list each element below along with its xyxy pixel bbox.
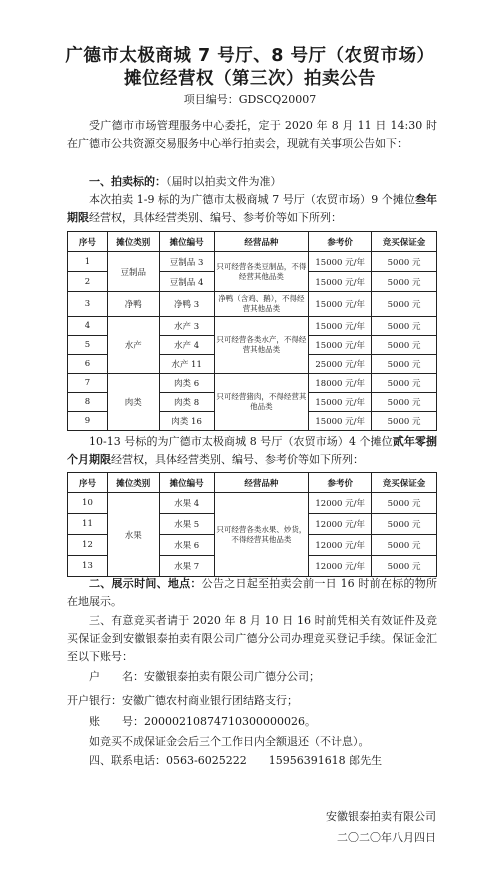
table-row [68,317,437,336]
section2-title: 二、展示时间、地点： [89,577,202,590]
cell-price: 12000 元/年 [309,556,372,577]
cell-price: 18000 元/年 [309,374,372,393]
section1-para-prefix: 本次拍卖 1-9 标的为广德市太极商城 7 号厅（农贸市场）9 个摊位 [89,193,415,206]
hall8-paragraph [67,433,437,469]
cell-variety: 只可经营各类水果、炒货，不得经营其他品类 [214,493,309,577]
table2-header-variety: 经营品种 [214,473,309,493]
table-hall-8 [67,472,437,577]
cell-no: 6 [68,355,108,374]
cell-category: 水产 [107,317,159,374]
cell-no: 12 [68,535,108,556]
cell-category: 净鸭 [107,292,159,317]
cell-code: 豆制品 4 [159,272,214,292]
cell-price: 15000 元/年 [309,272,372,292]
cell-no: 9 [68,412,108,431]
cell-price: 12000 元/年 [309,535,372,556]
bank-line: 开户银行：安徽广德农村商业银行团结路支行； [67,694,298,707]
contact-line: 四、联系电话：0563-6025222 15956391618 郎先生 [89,754,383,767]
cell-no: 13 [68,556,108,577]
cell-no: 11 [68,514,108,535]
cell-code: 水果 4 [159,493,214,514]
table1-header-price: 参考价 [309,232,372,252]
cell-code: 水果 5 [159,514,214,535]
cell-price: 15000 元/年 [309,317,372,336]
cell-code: 豆制品 3 [159,252,214,272]
cell-category: 水果 [107,493,159,577]
cell-deposit: 5000 元 [372,355,437,374]
cell-variety: 净鸭（含鸡、鹅），不得经营其他品类 [214,292,309,317]
section1-note: （届时以拍卖文件为准） [166,175,282,188]
cell-price: 15000 元/年 [309,292,372,317]
table2-header-code: 摊位编号 [159,473,214,493]
cell-price: 12000 元/年 [309,514,372,535]
table2-header-no: 序号 [68,473,108,493]
table-row [68,493,437,514]
cell-variety: 只可经营各类水产，不得经营其他品类 [214,317,309,374]
refund-line: 如竞买不成保证金会后三个工作日内全额退还（不计息）。 [89,735,370,748]
cell-deposit: 5000 元 [372,292,437,317]
cell-code: 水果 6 [159,535,214,556]
cell-price: 25000 元/年 [309,355,372,374]
cell-category: 豆制品 [107,252,159,292]
table-hall-7 [67,231,437,431]
table1-header-deposit: 竞买保证金 [372,232,437,252]
table2-header-price: 参考价 [309,473,372,493]
table1-header-row [68,232,437,252]
signature-date: 二〇二〇年八月四日 [337,831,436,844]
cell-variety: 只可经营猪肉，不得经营其他品类 [214,374,309,431]
table2-header-category: 摊位类别 [107,473,159,493]
cell-no: 10 [68,493,108,514]
cell-deposit: 5000 元 [372,556,437,577]
table2-header-deposit: 竞买保证金 [372,473,437,493]
cell-no: 4 [68,317,108,336]
cell-variety: 只可经营各类豆制品，不得经营其他品类 [214,252,309,292]
table1-header-variety: 经营品种 [214,232,309,252]
cell-deposit: 5000 元 [372,535,437,556]
hall8-term: 贰年零捌个月期限 [67,435,438,466]
section2-text: 公告之日起至拍卖会前一日 16 时前在标的物所在地展示。 [67,577,437,608]
intro-paragraph: 受广德市市场管理服务中心委托，定于 2020 年 8 月 11 日 14:30 时在广德市公共资源交易服务中心举行拍卖会，现就有关事项公告如下： [67,119,437,150]
cell-code: 净鸭 3 [159,292,214,317]
table-row [68,374,437,393]
project-number: 项目编号：GDSCQ20007 [183,93,317,106]
title-line-2: 摊位经营权（第三次）拍卖公告 [124,69,376,89]
cell-no: 7 [68,374,108,393]
cell-price: 12000 元/年 [309,493,372,514]
table2-header-row [68,473,437,493]
table1-header-code: 摊位编号 [159,232,214,252]
cell-no: 8 [68,393,108,412]
cell-price: 15000 元/年 [309,336,372,355]
cell-deposit: 5000 元 [372,336,437,355]
cell-deposit: 5000 元 [372,493,437,514]
section1-title: 一、拍卖标的： [89,175,166,188]
title-line-1: 广德市太极商城 7 号厅、8 号厅（农贸市场） [65,46,435,66]
cell-no: 3 [68,292,108,317]
cell-deposit: 5000 元 [372,514,437,535]
section1-term: 叁年期限 [67,193,437,224]
cell-deposit: 5000 元 [372,272,437,292]
cell-deposit: 5000 元 [372,374,437,393]
cell-price: 15000 元/年 [309,412,372,431]
cell-no: 1 [68,252,108,272]
cell-code: 水产 11 [159,355,214,374]
cell-deposit: 5000 元 [372,412,437,431]
signature-company: 安徽银泰拍卖有限公司 [326,810,436,823]
cell-no: 2 [68,272,108,292]
table-row [68,292,437,317]
cell-code: 肉类 8 [159,393,214,412]
cell-price: 15000 元/年 [309,393,372,412]
section1-paragraph [67,191,437,227]
cell-code: 肉类 6 [159,374,214,393]
section3-paragraph: 三、有意竞买者请于 2020 年 8 月 10 日 16 时前凭相关有效证件及竞买保证金到安徽银泰拍卖有限公司广德分公司办理竞买登记手续。保证金汇至以下账号： [67,614,437,663]
cell-no: 5 [68,336,108,355]
hall8-para-prefix: 10-13 号标的为广德市太极商城 8 号厅（农贸市场）4 个摊位 [89,435,393,448]
cell-deposit: 5000 元 [372,393,437,412]
cell-deposit: 5000 元 [372,317,437,336]
hall8-para-suffix: 经营权，具体经营类别、编号、参考价等如下所列： [111,453,364,466]
cell-price: 15000 元/年 [309,252,372,272]
section2-paragraph [67,575,437,611]
cell-code: 水产 4 [159,336,214,355]
account-name-line: 户 名：安徽银泰拍卖有限公司广德分公司； [89,670,320,683]
table1-header-category: 摊位类别 [107,232,159,252]
cell-category: 肉类 [107,374,159,431]
cell-deposit: 5000 元 [372,252,437,272]
section1-para-suffix: 经营权，具体经营类别、编号、参考价等如下所列： [89,211,342,224]
table1-header-no: 序号 [68,232,108,252]
cell-code: 水产 3 [159,317,214,336]
table-row [68,252,437,272]
cell-code: 水果 7 [159,556,214,577]
account-number-line: 账 号：20000210874710300000026。 [89,715,316,728]
section1-heading [89,173,282,191]
cell-code: 肉类 16 [159,412,214,431]
